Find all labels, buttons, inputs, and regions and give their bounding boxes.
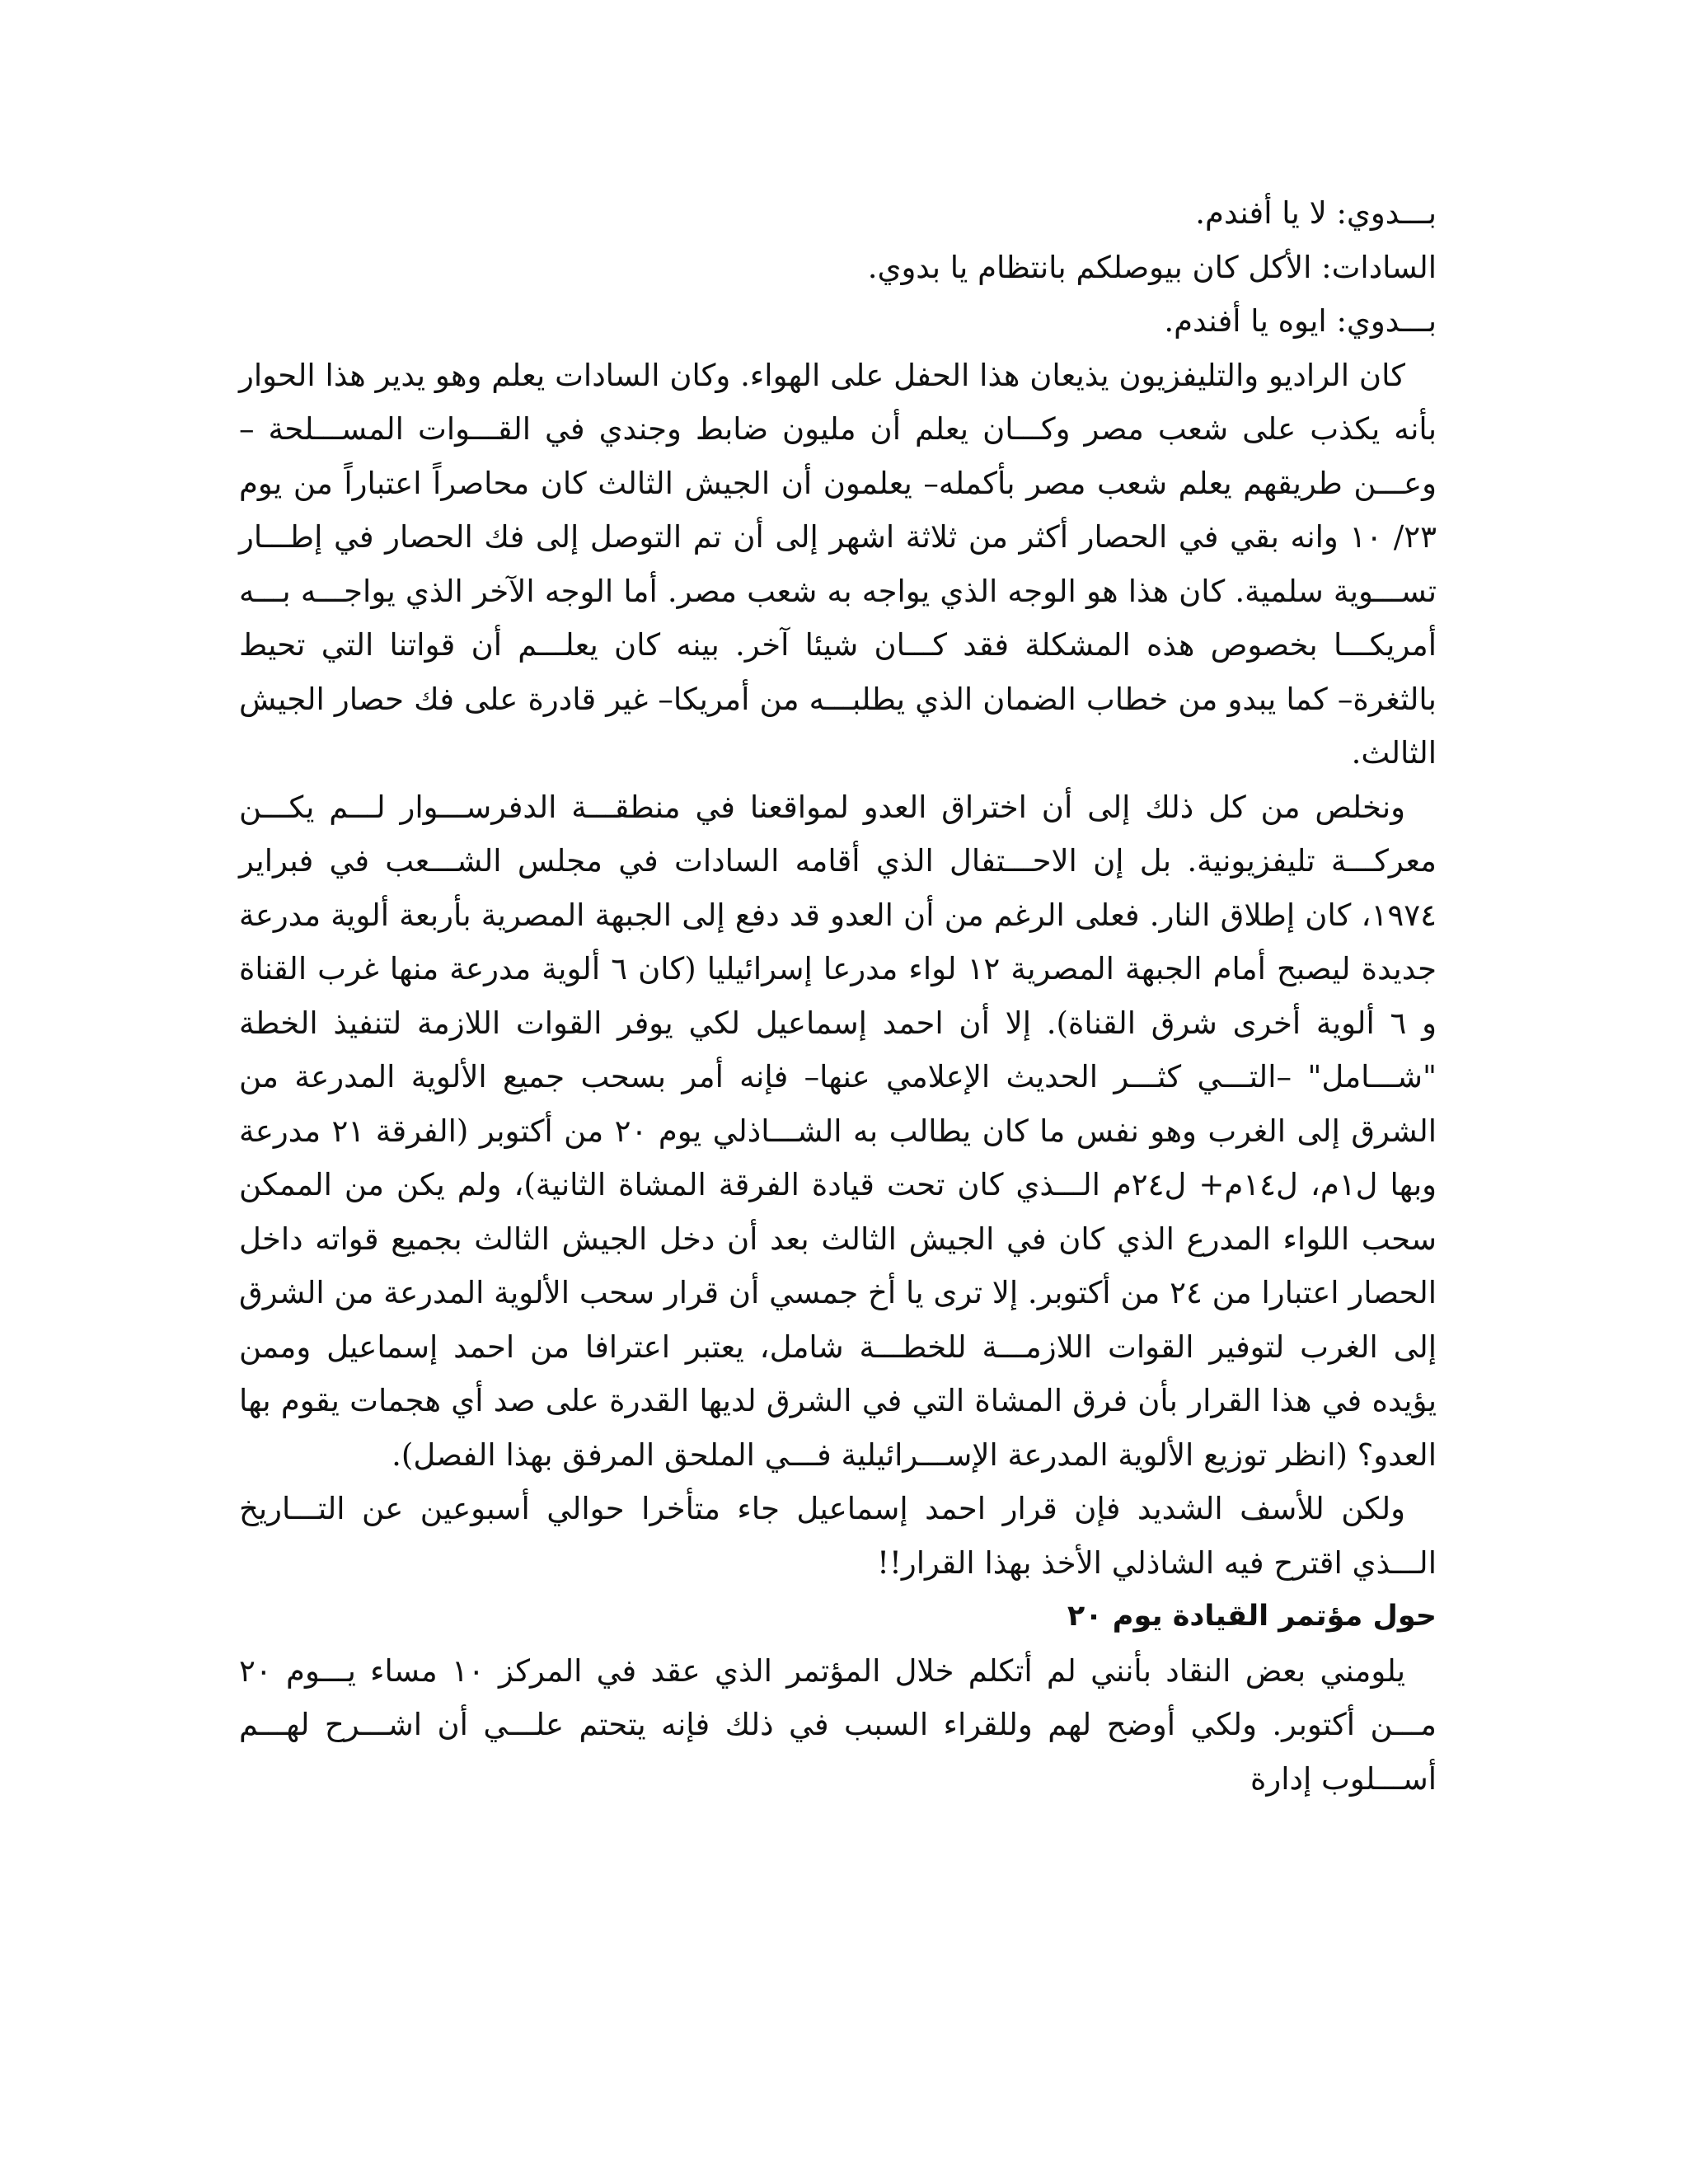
paragraph-late-decision: ولكن للأسف الشديد فإن قرار احمد إسماعيل جاء متأخرا حوالي أسبوعين عن التـــاريخ الـــذي اقترح فيه الشاذلي الأخذ بهذا القرار!!	[239, 1491, 1437, 1581]
paragraph-conference: يلومني بعض النقاد بأنني لم أتكلم خلال المؤتمر الذي عقد في المركز ١٠ مساء يـــوم ٢٠ مـــن أكتوبر. ولكي أوضح لهم وللقراء السبب في ذلك فإنه يتحتم علـــي أن اشـــرح لهـــم أســـلوب إدارة	[239, 1652, 1437, 1797]
paragraph-deversoir-conclusion: ونخلص من كل ذلك إلى أن اختراق العدو لمواقعنا في منطقـــة الدفرســـوار لـــم يكـــن معركـــة تليفزيونية. بل إن الاحـــتفال الذي أقامه السادات في مجلس الشـــعب في فبراير ١٩٧٤، كان إطلاق النار. فعلى الرغم من أن العدو قد دفع إلى الجبهة المصرية بأربعة ألوية مدرعة جديدة ليصبح أمام الجبهة المصرية ١٢ لواء مدرعا إسرائيليا (كان ٦ ألوية مدرعة منها غرب القناة و ٦ ألوية أخرى شرق القناة). إلا أن احمد إسماعيل لكي يوفر القوات اللازمة لتنفيذ الخطة "شـــامل" –التـــي كثـــر الحديث الإعلامي عنها– فإنه أمر بسحب جميع الألوية المدرعة من الشرق إلى الغرب وهو نفس ما كان يطالب به الشـــاذلي يوم ٢٠ من أكتوبر (الفرقة ٢١ مدرعة وبها ل١م، ل١٤م+ ل٢٤م الـــذي كان تحت قيادة الفرقة المشاة الثانية)، ولم يكن من الممكن سحب اللواء المدرع الذي كان في الجيش الثالث بعد أن دخل الجيش الثالث بجميع قواته داخل الحصار اعتبارا من ٢٤ من أكتوبر. إلا ترى يا أخ جمسي أن قرار سحب الألوية المدرعة من الشرق إلى الغرب لتوفير القوات اللازمـــة للخطـــة شامل، يعتبر اعترافا من احمد إسماعيل وممن يؤيده في هذا القرار بأن فرق المشاة التي في الشرق لديها القدرة على صد أي هجمات يقوم بها العدو؟ (انظر توزيع الألوية المدرعة الإســـرائيلية فـــي الملحق المرفق بهذا الفصل).	[239, 789, 1437, 1473]
paragraph-radio-broadcast: كان الراديو والتليفزيون يذيعان هذا الحفل على الهواء. وكان السادات يعلم وهو يدير هذا الحوار بأنه يكذب على شعب مصر وكـــان يعلم أن مليون ضابط وجندي في القـــوات المســـلحة – وعـــن طريقهم يعلم شعب مصر بأكمله– يعلمون أن الجيش الثالث كان محاصراً اعتباراً من يوم ٢٣/ ١٠ وانه بقي في الحصار أكثر من ثلاثة اشهر إلى أن تم التوصل إلى فك الحصار في إطـــار تســـوية سلمية. كان هذا هو الوجه الذي يواجه به شعب مصر. أما الوجه الآخر الذي يواجـــه بـــه أمريكـــا بخصوص هذه المشكلة فقد كـــان شيئا آخر. بينه كان يعلـــم أن قواتنا التي تحيط بالثغرة– كما يبدو من خطاب الضمان الذي يطلبـــه من أمريكا– غير قادرة على فك حصار الجيش الثالث.	[239, 357, 1437, 771]
dialogue-line-badawi-2: بـــدوي: ايوه يا أفندم.	[1164, 303, 1437, 339]
dialogue-line-sadat: السادات: الأكل كان بيوصلكم بانتظام يا بدوي.	[867, 249, 1437, 285]
dialogue-line-badawi-1: بـــدوي: لا يا أفندم.	[1195, 195, 1437, 231]
document-body	[239, 186, 1437, 1806]
section-heading: حول مؤتمر القيادة يوم ٢٠	[1067, 1600, 1437, 1633]
